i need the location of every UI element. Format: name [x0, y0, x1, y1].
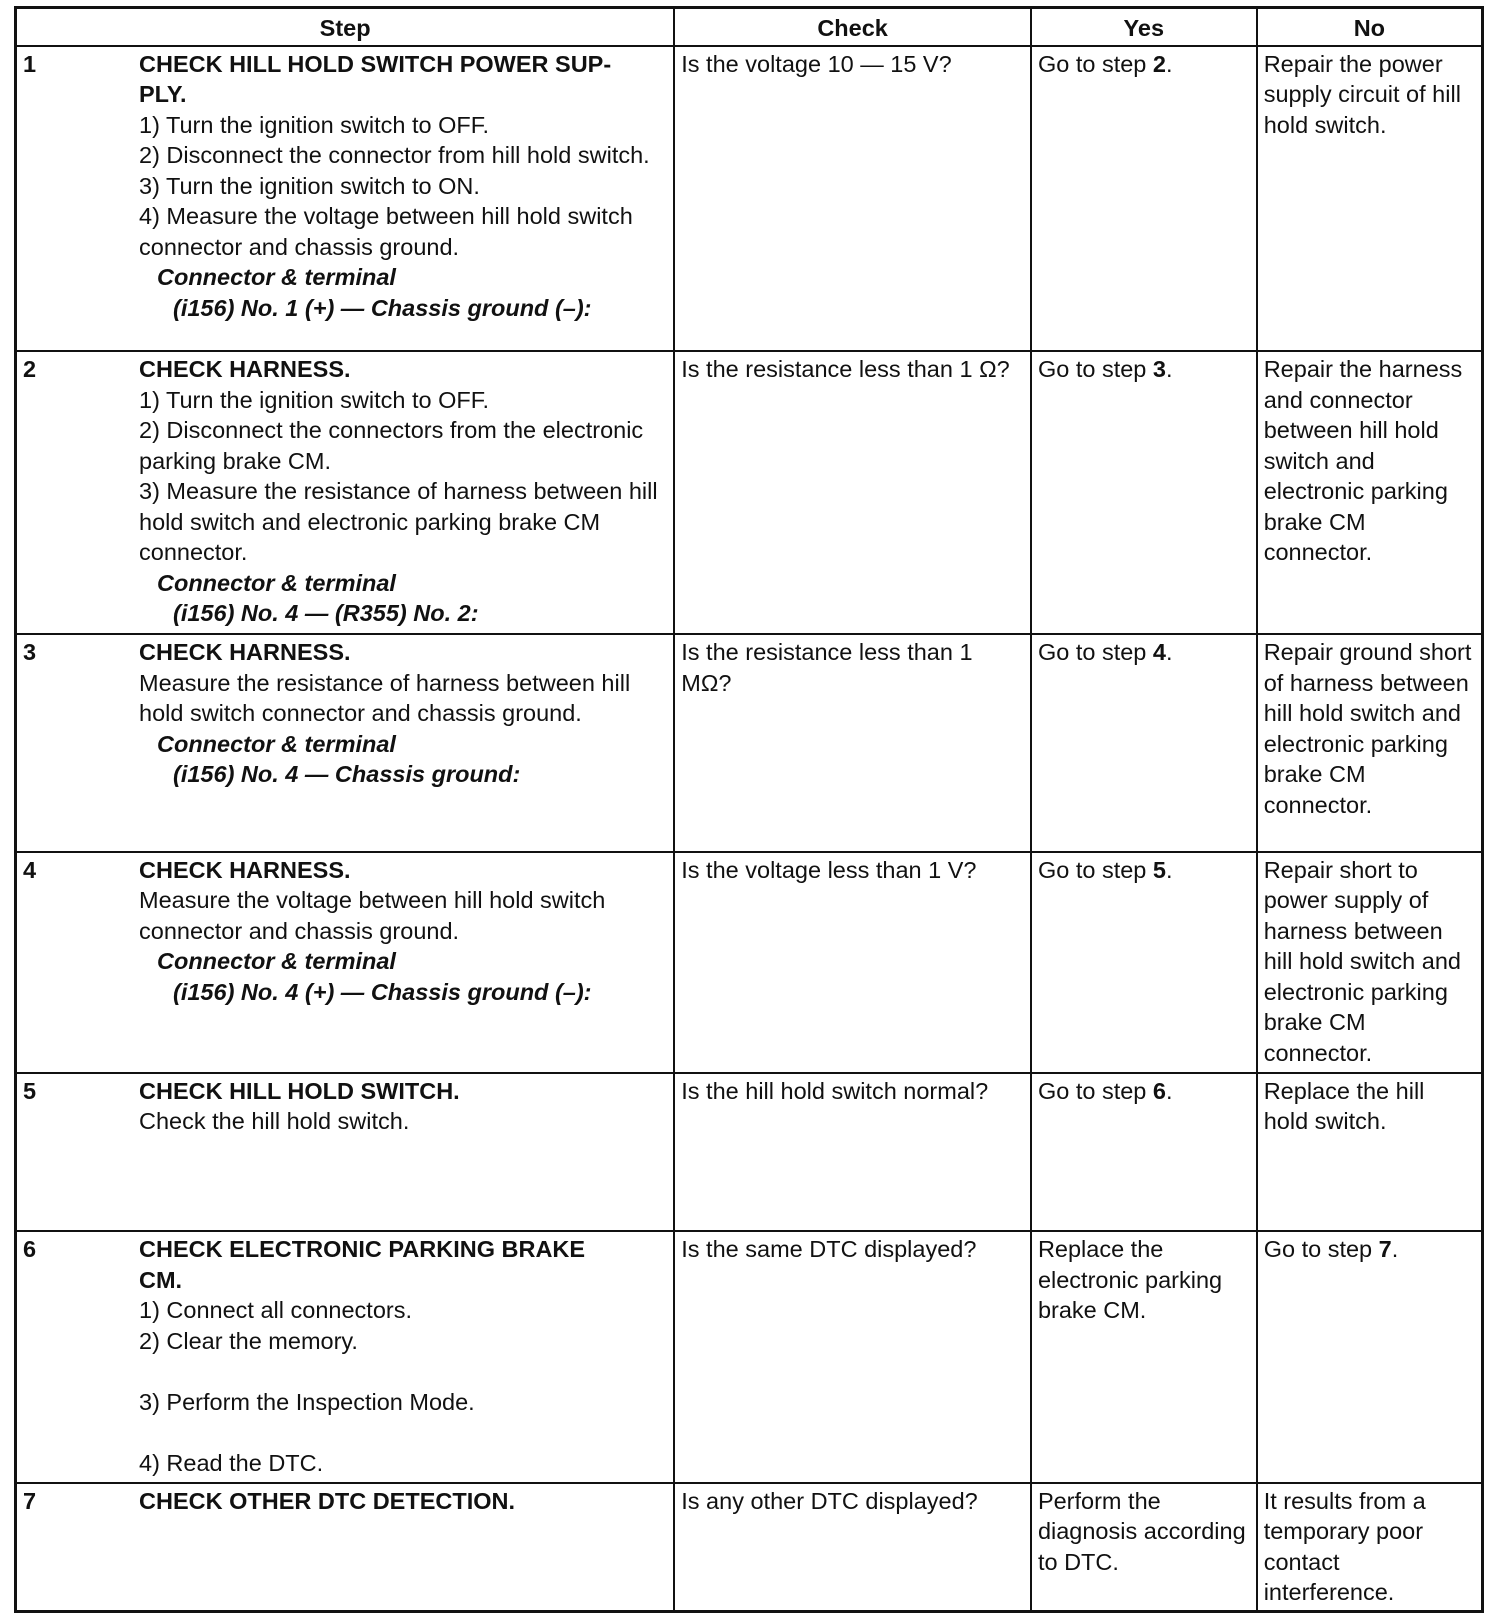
- terminal-value: (i156) No. 1 (+) — Chassis ground (–):: [173, 294, 592, 321]
- step-instruction: 4) Measure the voltage between hill hold switch connector and chassis ground.: [139, 203, 633, 260]
- col-header-yes: Yes: [1031, 8, 1257, 46]
- table-row: [16, 351, 1483, 634]
- step-number: 2: [23, 356, 37, 383]
- step-title: CHECK OTHER DTC DETECTION.: [139, 1487, 515, 1514]
- step-instruction: 1) Turn the ignition switch to OFF.: [139, 111, 490, 138]
- terminal-label: Connector & terminal: [157, 264, 396, 290]
- check-cell: Is any other DTC displayed?: [674, 1483, 1031, 1612]
- yes-cell: Perform the diagnosis according to DTC.: [1031, 1483, 1257, 1612]
- yes-cell: [1031, 1073, 1257, 1231]
- check-cell: Is the voltage 10 — 15 V?: [674, 46, 1031, 352]
- yes-cell: [1031, 852, 1257, 1073]
- no-prefix: Go to step: [1263, 1236, 1379, 1263]
- yes-suffix: .: [1165, 639, 1173, 666]
- terminal-value: (i156) No. 4 — (R355) No. 2:: [173, 600, 479, 627]
- step-instruction: 3) Measure the resistance of harness between hill hold switch and electronic parking brake CM connector.: [139, 478, 658, 566]
- yes-prefix: Go to step: [1037, 1077, 1153, 1104]
- yes-prefix: Go to step: [1037, 50, 1153, 77]
- yes-prefix: Go to step: [1037, 356, 1153, 383]
- step-cell: [16, 46, 675, 352]
- no-cell: Repair ground short of harness between hill hold switch and electronic parking brake CM connector.: [1257, 634, 1483, 851]
- yes-suffix: .: [1165, 50, 1173, 77]
- step-instruction: Check the hill hold switch.: [139, 1108, 410, 1135]
- step-title-line2: PLY.: [139, 81, 187, 107]
- step-title-line1: CHECK ELECTRONIC PARKING BRAKE: [139, 1236, 586, 1263]
- step-title-line1: CHECK HILL HOLD SWITCH POWER SUP-: [139, 50, 612, 77]
- no-cell: It results from a temporary poor contact interference.: [1257, 1483, 1483, 1612]
- yes-prefix: Go to step: [1037, 856, 1153, 883]
- yes-cell: [1031, 351, 1257, 634]
- terminal-label: Connector & terminal: [157, 569, 396, 596]
- step-instruction: Measure the resistance of harness between hill hold switch connector and chassis ground.: [139, 669, 631, 727]
- no-cell: Repair short to power supply of harness between hill hold switch and electronic parking brake CM connector.: [1257, 852, 1483, 1073]
- diagnostic-table: [14, 6, 1484, 1613]
- yes-suffix: .: [1165, 856, 1173, 883]
- step-title: CHECK HARNESS.: [139, 356, 351, 383]
- step-instruction: 3) Perform the Inspection Mode.: [139, 1388, 475, 1415]
- check-cell: Is the hill hold switch normal?: [674, 1073, 1031, 1231]
- yes-step-ref: 3: [1152, 356, 1166, 383]
- step-cell: [16, 852, 675, 1073]
- no-cell: Repair the power supply circuit of hill hold switch.: [1257, 46, 1483, 352]
- table-row: [16, 1073, 1483, 1231]
- step-instruction: 1) Connect all connectors.: [139, 1297, 413, 1324]
- terminal-label: Connector & terminal: [157, 730, 396, 757]
- no-cell: [1257, 1231, 1483, 1483]
- yes-cell: [1031, 46, 1257, 352]
- step-cell: [16, 351, 675, 634]
- yes-suffix: .: [1165, 356, 1173, 383]
- step-number: 7: [23, 1487, 37, 1514]
- col-header-no: No: [1257, 8, 1483, 46]
- yes-step-ref: 5: [1152, 856, 1166, 883]
- step-cell: [16, 1483, 675, 1612]
- yes-step-ref: 2: [1152, 50, 1166, 77]
- terminal-value: (i156) No. 4 — Chassis ground:: [173, 761, 521, 788]
- step-instruction: 2) Clear the memory.: [139, 1327, 358, 1354]
- step-title-line2: CM.: [139, 1266, 183, 1293]
- table-row: [16, 1483, 1483, 1612]
- yes-cell: [1031, 634, 1257, 851]
- step-instruction: 2) Disconnect the connectors from the electronic parking brake CM.: [139, 417, 644, 474]
- step-title: CHECK HARNESS.: [139, 856, 351, 883]
- step-instruction: 4) Read the DTC.: [139, 1449, 324, 1476]
- step-instruction: 1) Turn the ignition switch to OFF.: [139, 386, 490, 413]
- check-cell: Is the resistance less than 1 Ω?: [674, 351, 1031, 634]
- col-header-check: Check: [674, 8, 1031, 46]
- step-instruction: 2) Disconnect the connector from hill hold switch.: [139, 142, 650, 168]
- step-number: 6: [23, 1236, 37, 1263]
- check-cell: Is the voltage less than 1 V?: [674, 852, 1031, 1073]
- table-header-row: [16, 8, 1483, 46]
- col-header-step: Step: [16, 8, 675, 46]
- step-instruction: Measure the voltage between hill hold switch connector and chassis ground.: [139, 887, 606, 944]
- check-cell: Is the same DTC displayed?: [674, 1231, 1031, 1483]
- terminal-label: Connector & terminal: [157, 948, 396, 975]
- yes-step-ref: 4: [1152, 639, 1166, 666]
- yes-cell: Replace the electronic parking brake CM.: [1031, 1231, 1257, 1483]
- step-number: 4: [23, 856, 37, 883]
- check-cell: Is the resistance less than 1 MΩ?: [674, 634, 1031, 851]
- yes-suffix: .: [1165, 1077, 1173, 1104]
- step-title: CHECK HILL HOLD SWITCH.: [139, 1077, 460, 1104]
- step-cell: [16, 1073, 675, 1231]
- yes-step-ref: 6: [1152, 1077, 1166, 1104]
- step-number: 5: [23, 1077, 37, 1104]
- step-cell: [16, 1231, 675, 1483]
- table-row: [16, 46, 1483, 352]
- yes-prefix: Go to step: [1037, 639, 1153, 666]
- no-step-ref: 7: [1378, 1236, 1392, 1263]
- no-cell: Repair the harness and connector between hill hold switch and electronic parking brake CM connector.: [1257, 351, 1483, 634]
- no-cell: Replace the hill hold switch.: [1257, 1073, 1483, 1231]
- step-instruction: 3) Turn the ignition switch to ON.: [139, 172, 480, 199]
- table-row: [16, 634, 1483, 851]
- table-row: [16, 1231, 1483, 1483]
- step-number: 1: [23, 50, 37, 77]
- step-cell: [16, 634, 675, 851]
- table-row: [16, 852, 1483, 1073]
- step-number: 3: [23, 639, 37, 666]
- step-title: CHECK HARNESS.: [139, 639, 351, 666]
- no-suffix: .: [1391, 1236, 1399, 1263]
- terminal-value: (i156) No. 4 (+) — Chassis ground (–):: [173, 978, 592, 1005]
